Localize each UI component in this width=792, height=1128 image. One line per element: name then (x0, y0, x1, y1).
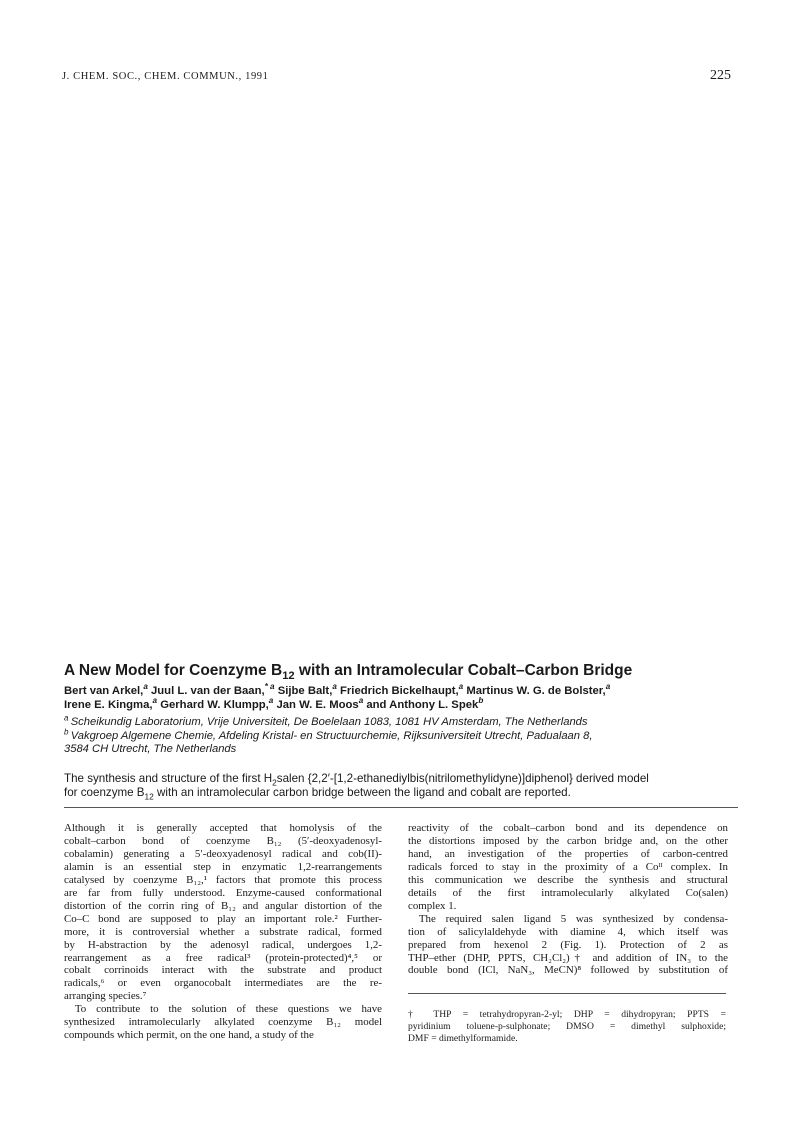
author-name: Gerhard W. Klumpp, (157, 699, 269, 711)
author-name: Juul L. van der Baan, (147, 685, 265, 697)
text-line: radicals,⁶ or even organocobalt intermediates are the re- (64, 977, 382, 990)
author-name: Friedrich Bickelhaupt, (336, 685, 459, 697)
author-affiliation-mark: b (478, 696, 484, 706)
author-affiliation-mark: a (605, 682, 611, 692)
text-line: the distortions imposed by the carbon bridge and, on the other (408, 834, 728, 847)
abstract-line: for coenzyme $B_{12}$ with an intramolecular carbon bridge between the ligand and cobalt are reported. (64, 786, 571, 802)
author-name: Martinus W. G. de Bolster, (463, 685, 606, 697)
author-affiliation-mark: a (458, 682, 464, 692)
affiliation-line: $^a$ Scheikundig Laboratorium, Vrije Universiteit, De Boelelaan 1083, 1081 HV Amsterdam, The Netherlands (64, 713, 588, 728)
affiliations (64, 713, 754, 757)
footnote-line: pyridinium toluene-p-sulphonate; DMSO = dimethyl sulphoxide; (408, 1020, 726, 1032)
text-line: Co–C bond are supposed to play an important role.² Further- (64, 912, 382, 925)
title-subscript: 12 (282, 670, 295, 683)
text-line: alamin is an essential step in enzymatic 1,2-rearrangements (64, 860, 382, 873)
text-line: double bond (ICl, NaN₃, MeCN)⁸ followed by substitution of (408, 964, 728, 977)
text-line: details of the first intramolecularly alkylated Co(salen) (408, 886, 728, 899)
text-line: rearrangement as a free radical³ (protein-protected)⁴,⁵ or (64, 951, 382, 964)
text-line: this communication we describe the synthesis and structural (408, 873, 728, 886)
right-column (408, 822, 728, 977)
author-list (64, 684, 754, 712)
author-affiliation-mark: a (358, 696, 364, 706)
author-affiliation-mark: a (143, 682, 148, 692)
text-line: Although it is generally accepted that homolysis of the (64, 822, 382, 834)
author-affiliation-mark: a (152, 696, 158, 706)
left-column (64, 822, 382, 1042)
footnote-line: † THP = tetrahydropyran-2-yl; DHP = dihydropyran; PPTS = (408, 1009, 726, 1020)
text-line: synthesized intramolecularly alkylated coenzyme B₁₂ model (64, 1016, 382, 1029)
author-name: Jan W. E. Moos (273, 699, 359, 711)
text-line: radicals forced to stay in the proximity of a Coᴵᴵ complex. In (408, 860, 728, 873)
footnote (408, 1009, 726, 1044)
title-part-2: with an Intramolecular Cobalt–Carbon Bridge (294, 662, 633, 679)
title-part-1: A New Model for Coenzyme B (64, 662, 283, 679)
abstract-divider (64, 807, 738, 808)
text-line: more, it is controversial whether a substrate radical, formed (64, 925, 382, 938)
text-line: catalysed by coenzyme B₁₂,¹ factors that promote this process (64, 873, 382, 886)
author-affiliation-mark: * a (264, 682, 275, 692)
text-line: distortion of the corrin ring of B₁₂ and angular distortion of the (64, 899, 382, 912)
text-line: cobalt–carbon bond of coenzyme B₁₂ (5′-deoxyadenosyl- (64, 834, 382, 847)
author-name: and Anthony L. Spek (363, 699, 479, 711)
text-line: THP–ether (DHP, PPTS, CH₂Cl₂)† and addition of IN₃ to the (408, 951, 728, 964)
text-line: cobalamin) generating a 5′-deoxyadenosyl radical and cob(II)- (64, 847, 382, 860)
article-title (64, 662, 744, 683)
text-line: compounds which permit, on the one hand, a study of the (64, 1029, 314, 1042)
abstract-line: The synthesis and structure of the first $H_2salen$ {2,2′-[1,2-ethanediylbis(nitrilomethylidyne)]diphenol} derived model (64, 772, 649, 788)
text-line: are far from fully understood. Enzyme-caused conformational (64, 886, 382, 899)
text-line: prepared from hexenol 2 (Fig. 1). Protection of 2 as (408, 938, 728, 951)
footnote-divider (408, 993, 726, 994)
abstract (64, 772, 744, 800)
page-number: 225 (710, 68, 731, 83)
text-line: complex 1. (408, 899, 457, 912)
footnote-line: DMF = dimethylformamide. (408, 1032, 518, 1044)
author-name: Irene E. Kingma, (64, 699, 153, 711)
text-line: cobalt corrinoids interact with the substrate and product (64, 964, 382, 977)
author-affiliation-mark: a (332, 682, 337, 692)
text-line: reactivity of the cobalt–carbon bond and its dependence on (408, 822, 728, 834)
journal-header: J. CHEM. SOC., CHEM. COMMUN., 1991 (62, 71, 269, 82)
text-line: arranging species.⁷ (64, 990, 147, 1003)
text-line: The required salen ligand 5 was synthesized by condensa- (408, 912, 728, 925)
affiliation-line: $^b$ Vakgroep Algemene Chemie, Afdeling Kristal- en Structuurchemie, Rijksuniversiteit Utrecht, Padualaan 8, (64, 726, 593, 742)
affiliation-mark: b (64, 726, 71, 736)
text-line: tion of salicylaldehyde with diamine 4, which itself was (408, 925, 728, 938)
affiliation-mark: a (64, 713, 71, 723)
text-line: hand, an investigation of the properties of carbon-centred (408, 847, 728, 860)
text-line: by H-abstraction by the adenosyl radical, undergoes 1,2- (64, 938, 382, 951)
author-name: Bert van Arkel, (64, 685, 144, 697)
author-affiliation-mark: a (268, 696, 274, 706)
text-line: To contribute to the solution of these questions we have (64, 1003, 382, 1016)
affiliation-line: 3584 CH Utrecht, The Netherlands (64, 743, 237, 755)
author-name: Sijbe Balt, (274, 685, 333, 697)
